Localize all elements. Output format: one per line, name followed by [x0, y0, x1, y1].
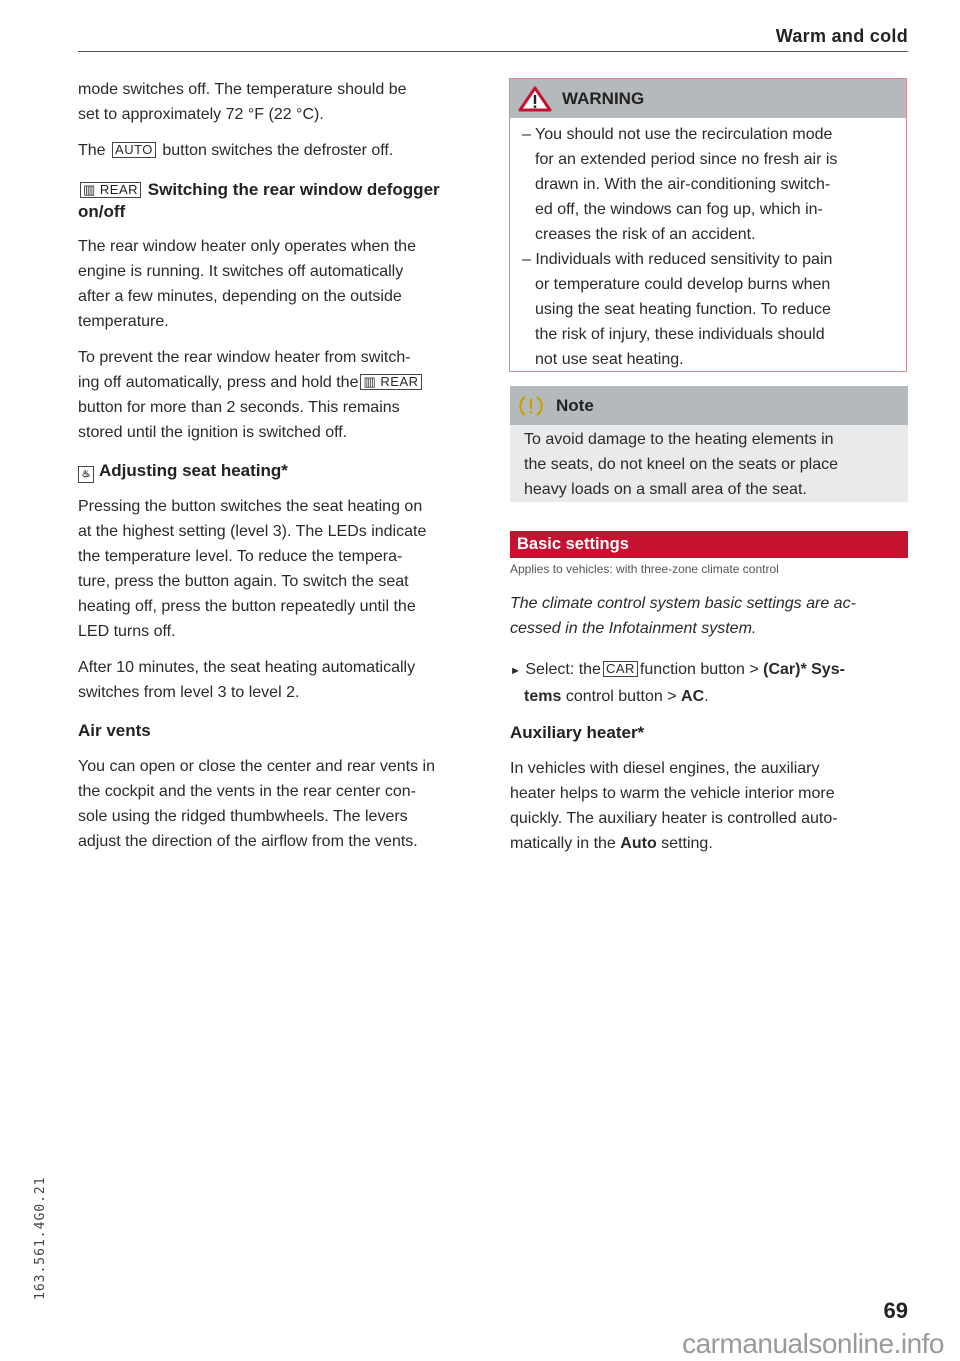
warning-triangle-icon — [518, 86, 552, 112]
paragraph-air-vents — [78, 754, 498, 854]
paragraph-hold-rear — [78, 345, 498, 445]
warning-line: drawn in. With the air-conditioning switch- — [535, 176, 831, 193]
text: function button > — [639, 661, 759, 678]
note-title: Note — [556, 395, 594, 415]
text-line: You can open or close the center and rear vents in — [78, 758, 435, 775]
text-line: mode switches off. The temperature should be — [78, 81, 407, 98]
paragraph-seat-level — [78, 655, 498, 705]
car-key-label: CAR — [603, 661, 638, 677]
text: Select: the — [525, 661, 601, 678]
note-line: the seats, do not kneel on the seats or place — [524, 456, 838, 473]
key-text: REAR — [99, 182, 139, 197]
text-line: at the highest setting (level 3). The LEDs indicate — [78, 523, 427, 540]
text-line: button for more than 2 seconds. This remains — [78, 399, 400, 416]
warning-header — [510, 79, 906, 118]
note-line: To avoid damage to the heating elements in — [524, 431, 834, 448]
warning-line: – You should not use the recirculation mode — [522, 126, 833, 143]
seat-heating-icon: ♨ — [78, 466, 94, 483]
paragraph-auto — [78, 138, 498, 163]
heading-text: Switching the rear window defogger — [147, 180, 440, 199]
text: . — [704, 688, 709, 705]
warning-box — [509, 78, 907, 372]
rear-key-label — [360, 374, 421, 390]
basic-settings-step — [510, 657, 910, 709]
heading-text: on/off — [78, 202, 126, 221]
text: The — [78, 142, 106, 159]
menu-path-ac: AC — [681, 688, 705, 705]
note-line: heavy loads on a small area of the seat. — [524, 481, 807, 498]
warning-line: for an extended period since no fresh air is — [535, 151, 838, 168]
warning-line: ed off, the windows can fog up, which in- — [535, 201, 823, 218]
text-line: sole using the ridged thumbwheels. The levers — [78, 808, 408, 825]
text-line: adjust the direction of the airflow from the vents. — [78, 833, 418, 850]
heading-seat-heating — [78, 460, 498, 483]
text-line: In vehicles with diesel engines, the auxiliary — [510, 760, 820, 777]
paragraph-rear-heater — [78, 234, 498, 334]
text: setting. — [661, 835, 713, 852]
warning-line: not use seat heating. — [535, 351, 684, 368]
text-line: the temperature level. To reduce the tempera- — [78, 548, 403, 565]
text-line: Pressing the button switches the seat heating on — [78, 498, 423, 515]
note-info-icon — [518, 393, 544, 419]
text-line: the cockpit and the vents in the rear center con- — [78, 783, 416, 800]
note-box — [510, 386, 908, 502]
document-code: 163.561.4G0.21 — [33, 1176, 48, 1300]
menu-path-car-systems: tems — [524, 688, 562, 705]
text-line: LED turns off. — [78, 623, 176, 640]
warning-line: the risk of injury, these individuals should — [535, 326, 825, 343]
text-line: temperature. — [78, 313, 169, 330]
warning-line: using the seat heating function. To reduce — [535, 301, 831, 318]
warning-line: – Individuals with reduced sensitivity to pain — [522, 251, 833, 268]
warning-line: creases the risk of an accident. — [535, 226, 756, 243]
text-line: cessed in the Infotainment system. — [510, 620, 757, 637]
heading-rear-defogger — [78, 179, 498, 223]
text-line: quickly. The auxiliary heater is controlled auto- — [510, 810, 838, 827]
header-rule — [78, 51, 908, 52]
paragraph-seat-heating — [78, 494, 498, 644]
warning-body — [510, 118, 906, 372]
heading-air-vents: Air vents — [78, 721, 151, 740]
text: matically in the — [510, 835, 616, 852]
page-number: 69 — [883, 1298, 908, 1323]
defogger-icon: ▥ — [363, 374, 377, 389]
auto-setting: Auto — [620, 835, 657, 852]
text-line: after a few minutes, depending on the outside — [78, 288, 402, 305]
text-line: engine is running. It switches off automatically — [78, 263, 404, 280]
menu-path-car-systems: (Car)* Sys- — [763, 661, 845, 678]
basic-settings-intro — [510, 591, 910, 641]
text-line: The rear window heater only operates when the — [78, 238, 416, 255]
section-title: Warm and cold — [775, 26, 908, 46]
applies-to-text: Applies to vehicles: with three-zone climate control — [510, 562, 779, 576]
heading-text: Adjusting seat heating* — [99, 461, 288, 480]
note-header — [510, 386, 908, 425]
text-line: heater helps to warm the vehicle interior more — [510, 785, 835, 802]
text-line: set to approximately 72 °F (22 °C). — [78, 106, 324, 123]
text-line: After 10 minutes, the seat heating automatically — [78, 659, 416, 676]
paragraph-auxiliary-heater — [510, 756, 910, 856]
note-body — [510, 425, 908, 502]
text-line: stored until the ignition is switched off. — [78, 424, 348, 441]
text: control button > — [565, 688, 677, 705]
text: button switches the defroster off. — [162, 142, 394, 159]
text-line: The climate control system basic settings are ac- — [510, 595, 856, 612]
key-text: REAR — [380, 374, 419, 389]
warning-title: WARNING — [562, 88, 645, 108]
text-line: switches from level 3 to level 2. — [78, 684, 300, 701]
defogger-icon: ▥ — [83, 182, 96, 197]
paragraph-temperature — [78, 77, 498, 127]
text-line: To prevent the rear window heater from switch- — [78, 349, 411, 366]
basic-settings-heading: Basic settings — [510, 531, 908, 558]
text-line: heating off, press the button repeatedly until the — [78, 598, 416, 615]
warning-line: or temperature could develop burns when — [535, 276, 831, 293]
text-line: ture, press the button again. To switch the seat — [78, 573, 409, 590]
text: ing off automatically, press and hold the — [78, 374, 359, 391]
heading-auxiliary-heater: Auxiliary heater* — [510, 723, 645, 742]
auto-key-label: AUTO — [112, 142, 156, 158]
rear-key-label — [80, 182, 141, 198]
watermark: carmanualsonline.info — [682, 1328, 944, 1359]
step-bullet-icon: ► — [510, 665, 521, 677]
